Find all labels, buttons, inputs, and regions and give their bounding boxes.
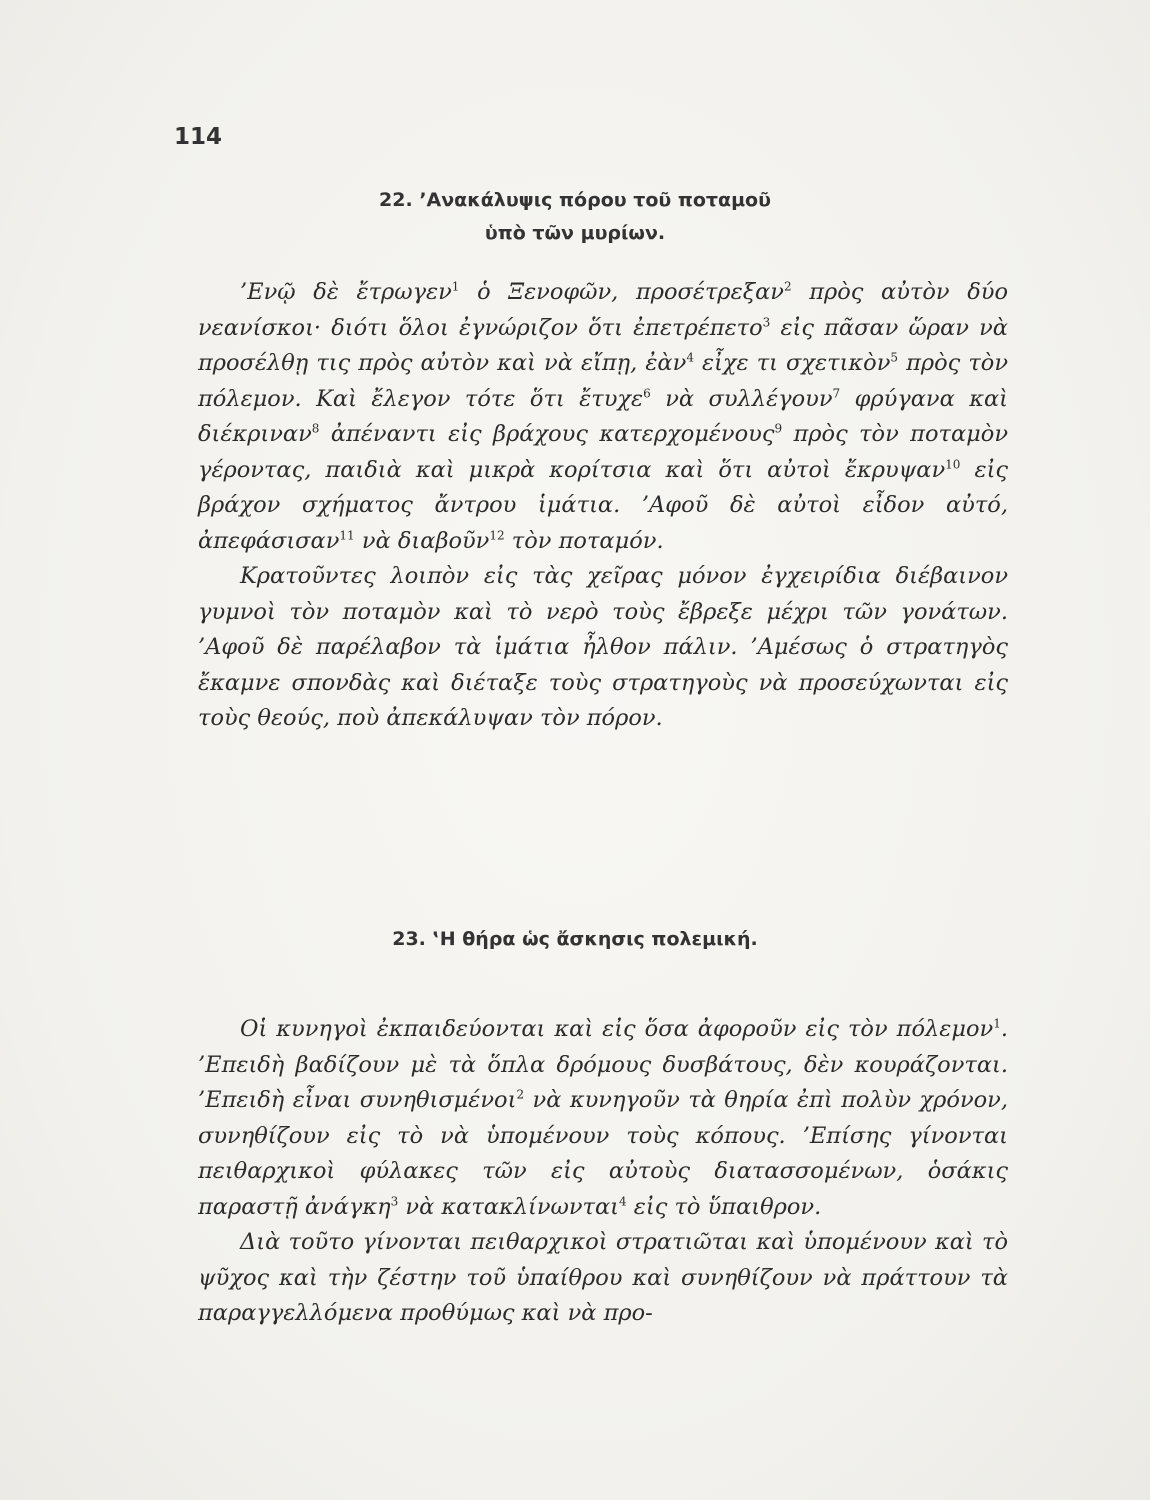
text-segment: εἰς τὸ ὕπαιθρον. bbox=[626, 1193, 822, 1220]
footnote-marker: 3 bbox=[762, 315, 771, 329]
text-segment: εἶχε τι σχετικὸν bbox=[693, 350, 891, 376]
text-segment: Διὰ τοῦτο γίνονται πειθαρχικοὶ στρατιῶται καὶ ὑπομένουν καὶ τὸ ψῦχος καὶ τὴν ζέστην τοῦ ὑπαίθρου καὶ συνηθίζουν νὰ πράττουν τὰ παραγγελλόμενα προθύμως καὶ νὰ προ- bbox=[198, 1229, 1008, 1326]
text-segment: νὰ συλλέγουν bbox=[650, 385, 833, 412]
paragraph bbox=[198, 275, 1008, 559]
footnote-marker: 4 bbox=[686, 350, 694, 365]
text-segment: νὰ διαβοῦν bbox=[354, 527, 490, 554]
text-segment: Κρατοῦντες λοιπὸν εἰς τὰς χεῖρας μόνον ἐγχειρίδια διέβαινον γυμνοὶ τὸν ποταμὸν καὶ τὸ νερὸ τοὺς ἔβρεξε μέχρι τῶν γονάτων. ’Αφοῦ δὲ παρέλαβον τὰ ἱμάτια ἦλθον πάλιν. ’Αμέσως ὁ στρατηγὸς ἔκαμνε σπονδὰς καὶ διέταξε τοὺς στρατηγοὺς νὰ προσεύχωνται εἰς τοὺς θεούς, ποὺ ἀπεκάλυψαν τὸν πόρον. bbox=[198, 563, 1008, 731]
section-23-title: 23. ‛Η θήρα ὡς ἄσκησις πολεμική. bbox=[392, 928, 758, 950]
text-segment: πρὸς τὸν πόλεμον. Καὶ ἔλεγον τότε ὅτι ἔτυχε bbox=[198, 350, 1009, 412]
footnote-marker: 5 bbox=[890, 350, 899, 365]
footnote-marker: 8 bbox=[311, 421, 320, 436]
paragraph bbox=[198, 1225, 1008, 1332]
text-segment: . ’Επειδὴ βαδίζουν μὲ τὰ ὅπλα δρόμους δυσβάτους, δὲν κουράζονται. ’Επειδὴ εἶναι συνηθισμένοι bbox=[198, 1016, 1008, 1113]
text-segment: ’Ενῷ δὲ ἔτρωγεν bbox=[240, 279, 452, 305]
text-segment: εἰς πᾶσαν ὥραν νὰ προσέλθῃ τις πρὸς αὐτὸν καὶ νὰ εἴπῃ, ἐὰν bbox=[198, 314, 1008, 376]
paragraph bbox=[198, 559, 1008, 737]
text-segment: νὰ κατακλίνωνται bbox=[398, 1193, 620, 1220]
text-segment: νὰ κυνηγοῦν τὰ θηρία ἐπὶ πολὺν χρόνον, συνηθίζουν εἰς τὸ νὰ ὑπομένουν τοὺς κόπους. ’Επίσης γίνονται πειθαρχικοὶ φύλακες τῶν εἰς αὐτοὺς διατασσομένων, ὁσάκις παραστῇ ἀνάγκη bbox=[198, 1087, 1008, 1220]
text-segment: τὸν ποταμόν. bbox=[504, 527, 664, 554]
footnote-marker: 9 bbox=[774, 421, 783, 436]
text-segment: ἀπέναντι εἰς βράχους κατερχομένους bbox=[319, 421, 775, 447]
footnote-marker: 3 bbox=[390, 1194, 399, 1208]
text-segment: πρὸς τὸν ποταμὸν γέροντας, παιδιὰ καὶ μικρὰ κορίτσια καὶ ὅτι αὐτοὶ ἔκρυψαν bbox=[198, 421, 1008, 483]
footnote-marker: 4 bbox=[619, 1194, 627, 1208]
text-segment: ὁ Ξενοφῶν, προσέτρεξαν bbox=[459, 279, 784, 305]
text-segment: φρύγανα καὶ διέκριναν bbox=[198, 385, 1008, 447]
paragraph bbox=[198, 1012, 1008, 1225]
footnote-marker: 6 bbox=[643, 386, 651, 400]
text-segment: εἰς βράχον σχήματος ἄντρου ἱμάτια. ’Αφοῦ δὲ αὐτοὶ εἶδον αὐτό, ἀπεφάσισαν bbox=[198, 456, 1008, 554]
section-22-title-line2: ὑπὸ τῶν μυρίων. bbox=[484, 222, 666, 244]
text-segment: Οἱ κυνηγοὶ ἐκπαιδεύονται καὶ εἰς ὅσα ἀφοροῦν εἰς τὸν πόλεμον bbox=[240, 1016, 994, 1042]
section-23-body bbox=[198, 1012, 1008, 1332]
page-number: 114 bbox=[174, 124, 223, 150]
section-22-body bbox=[198, 275, 1008, 737]
footnote-marker: 1 bbox=[451, 279, 460, 294]
footnote-marker: 7 bbox=[832, 386, 841, 400]
footnote-marker: 2 bbox=[516, 1087, 525, 1102]
section-22-title-line1: 22. ’Ανακάλυψις πόρου τοῦ ποταμοῦ bbox=[379, 189, 771, 211]
footnote-marker: 2 bbox=[783, 279, 792, 294]
footnote-marker: 11 bbox=[339, 528, 355, 542]
footnote-marker: 10 bbox=[945, 457, 961, 471]
footnote-marker: 1 bbox=[993, 1016, 1001, 1031]
text-segment: πρὸς αὐτὸν δύο νεανίσκοι· διότι ὅλοι ἐγνώριζον ὅτι ἐπετρέπετο bbox=[198, 279, 1008, 341]
footnote-marker: 12 bbox=[489, 528, 505, 542]
